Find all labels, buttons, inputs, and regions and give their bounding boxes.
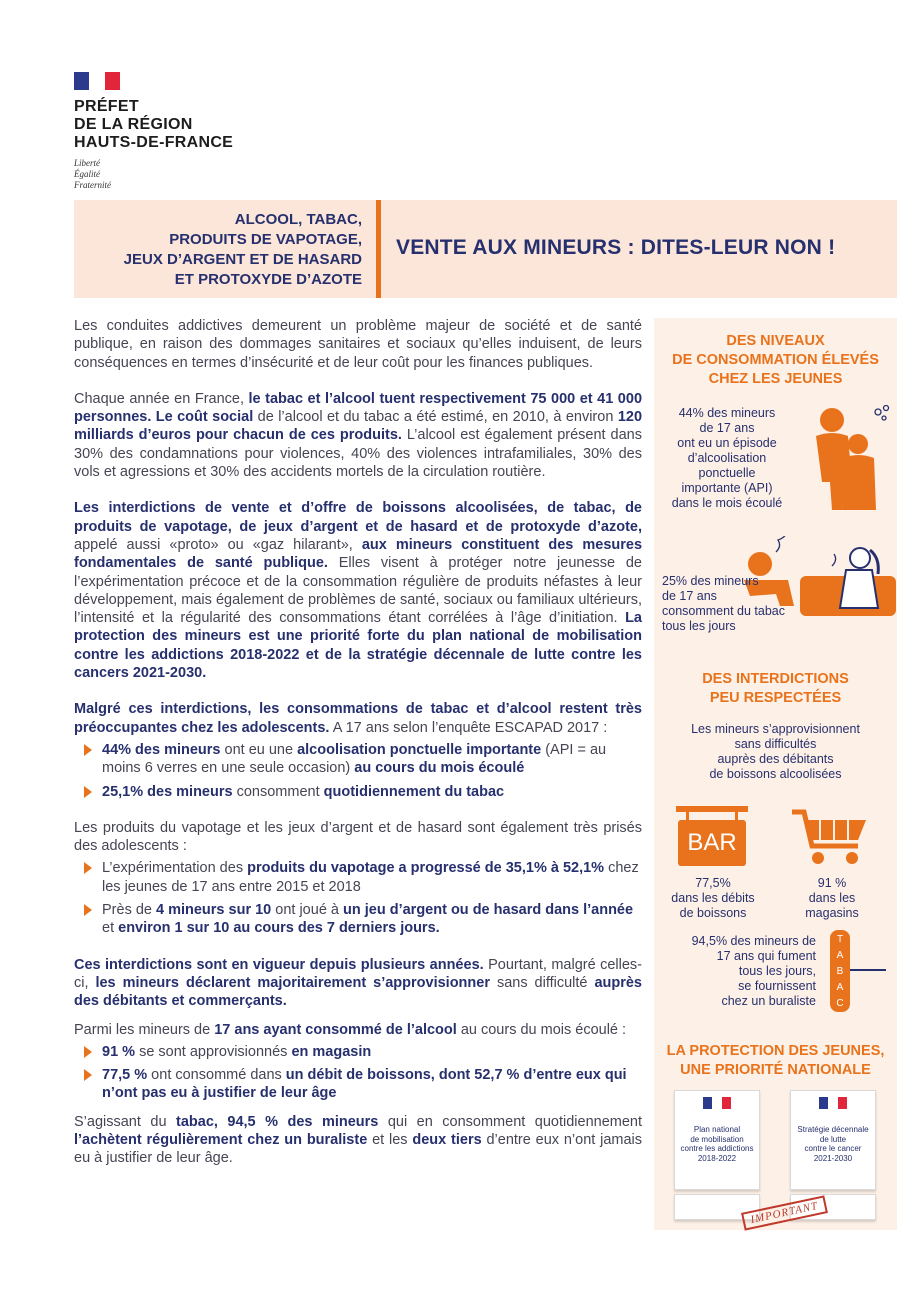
bullet-icon [84,1069,92,1081]
paragraph-interdictions [74,499,642,682]
title-line: UNE PRIORITÉ NATIONALE [680,1062,871,1078]
bullet-icon [84,1046,92,1058]
bold-segment: Malgré ces interdictions, les consommations de tabac et d’alcool restent très préoccupantes chez les adolescents. [74,701,642,736]
bold-segment: les mineurs déclarent majoritairement s’approvisionner [95,974,490,991]
bold-segment: 120 milliards d’euros pour chacun de ces produits. [74,409,643,444]
text-segment: L’alcool est également présent dans 30% des condamnations pour violences, 40% des violences intrafamiliales, 30% des vols et agressions et 30% des accidents mortels de la circulation routière. [74,427,642,481]
title-line: CHEZ LES JEUNES [708,371,843,387]
supply-line: auprès des débitants [717,752,834,766]
banner-topics [74,210,362,290]
logo-line: DE LA RÉGION [74,116,193,133]
stat-line: de 17 ans [699,421,755,435]
devise-line: Égalité [74,169,100,179]
text-segment: sans difficulté [489,974,595,991]
paragraph-consumption [74,700,642,737]
list-item [74,783,642,801]
text-segment: Près de [102,902,156,919]
title-banner [74,200,897,298]
list-item [74,1043,642,1061]
bold-segment: 44% des mineurs [102,741,221,758]
intro-paragraph: Les conduites addictives demeurent un problème majeur de société et de santé publique, en raison des dommages sanitaires et sociaux qu’elles induisent, de leurs conséquences en termes d’insécurité et de leur coût pour les finances publiques. [74,318,642,371]
card-text [677,1125,757,1163]
stat-line: 77,5% [695,876,731,890]
text-segment: au cours du mois écoulé : [456,1021,627,1038]
page-title: VENTE AUX MINEURS : DITES-LEUR NON ! [396,236,836,259]
stat-line: 91 % [817,876,847,890]
section-title-interdictions [654,670,897,708]
paragraph-vapotage: Les produits du vapotage et les jeux d’argent et de hasard sont également très prisés des adolescents : [74,819,642,855]
stat-line: ont eu un épisode [677,436,777,450]
stat-line: d’alcoolisation [687,451,767,465]
important-stamp: IMPORTANT [741,1195,828,1230]
stat-line: chez un buraliste [721,994,816,1008]
text-segment: S’agissant du [74,1113,176,1130]
list-item [74,741,642,778]
bold-segment: en magasin [291,1043,372,1060]
stat-line: ponctuelle [698,466,756,480]
stat-buraliste [662,934,816,1009]
devise [74,158,233,191]
paragraph-mortality [74,390,642,481]
tabac-letter: B [836,966,844,977]
stat-line: dans le mois écoulé [671,496,783,510]
text-segment: chez les jeunes de 17 ans entre 2015 et 2018 [102,860,639,895]
text-segment: Pourtant, malgré celles-ci, [74,956,642,991]
drinking-people-icon [802,402,892,512]
plan-addictions-card [674,1090,760,1190]
supply-line: sans difficultés [734,737,817,751]
card-line: contre les addictions [680,1144,754,1153]
infographic-sidebar [654,318,897,1230]
stat-line: 44% des mineurs [678,406,776,420]
bold-segment: 4 mineurs sur 10 [156,902,272,919]
stat-line: de 17 ans [662,589,717,603]
bold-segment: auprès des débitants et commerçants. [74,974,642,1010]
text-segment: ont joué à [271,902,343,919]
text-segment: A 17 ans selon l’enquête ESCAPAD 2017 : [329,719,608,736]
card-line: 2018-2022 [697,1153,737,1163]
paragraph-tabac [74,1113,642,1168]
stat-line: tous les jours, [738,964,816,978]
text-segment: et les [367,1131,413,1148]
logo-line: HAUTS-DE-FRANCE [74,134,234,151]
title-line: PEU RESPECTÉES [709,690,842,706]
topic-line: ET PROTOXYDE D’AZOTE [174,271,362,288]
bold-segment: Les interdictions de vente et d’offre de boissons alcoolisées, de tabac, de produits de vapotage, de jeux d’argent et de hasard et de protoxyde d’azote, [74,500,642,535]
stat-line: consomment du tabac [662,604,785,618]
card-line: 2021-2030 [813,1153,853,1163]
bold-segment: un débit de boissons, dont 52,7 % d’entre eux qui n’ont pas eu à justifier de leur âge [102,1067,627,1102]
title-line: DES NIVEAUX [726,333,825,349]
text-segment: ont consommé dans [147,1067,286,1084]
list-item [74,1066,642,1103]
list-item [74,901,642,938]
text-segment: Chaque année en France, [74,390,249,407]
bar-sign-label: BAR [678,820,746,866]
topic-line: ALCOOL, TABAC, [234,211,362,228]
bold-segment: un jeu d’argent ou de hasard dans l’année [343,902,634,919]
supply-line: de boissons alcoolisées [709,767,842,781]
paragraph-alcool-17 [74,1021,642,1039]
text-segment: Parmi les mineurs de [74,1021,215,1038]
stat-line: 94,5% des mineurs de [691,934,816,948]
card-line: Stratégie décennale [797,1125,869,1134]
bold-segment: Ces interdictions sont en vigueur depuis plusieurs années. [74,956,484,973]
devise-line: Fraternité [74,180,111,190]
card-text [793,1125,873,1163]
strategie-cancer-card [790,1090,876,1190]
bar-sign-icon [676,806,748,866]
bullet-icon [84,862,92,874]
stat-api [658,406,796,511]
text-segment: de l’alcool et du tabac a été estimé, en 2010, à environ [253,409,618,426]
bold-segment: le tabac et l’alcool tuent respectivement 75 000 et 41 000 personnes. Le coût social [74,390,643,426]
list-item [74,859,642,896]
logo-text [74,98,233,152]
stat-line: magasins [805,906,859,920]
card-line: Plan national [693,1125,741,1134]
bold-segment: quotidiennement du tabac [323,783,505,800]
text-segment: d’entre eux n’ont jamais eu à justifier de leur âge. [74,1131,643,1167]
french-flag-icon [703,1097,731,1109]
tabac-letter: A [836,982,844,993]
prefet-logo [74,72,233,191]
card-line: de lutte [819,1134,847,1144]
stat-tabac-daily [662,574,822,634]
shopping-cart-icon [790,806,870,870]
text-segment: consomment [232,783,324,800]
stat-line: de boissons [679,906,747,920]
supply-text [654,722,897,782]
bold-segment: l’achètent régulièrement chez un buraliste [74,1131,368,1148]
list-vapotage [74,859,642,937]
main-text [74,317,642,1186]
list-alcool [74,1043,642,1103]
french-flag-icon [74,72,120,90]
paragraph-vigueur [74,956,642,1011]
card-line: contre le cancer [804,1144,862,1153]
french-flag-icon [819,1097,847,1109]
tabac-sign-bracket [850,969,886,971]
bullet-icon [84,904,92,916]
bold-segment: environ 1 sur 10 au cours des 7 derniers jours. [118,920,440,937]
bold-segment: aux mineurs constituent des mesures fondamentales de santé publique. [74,536,643,572]
bold-segment: tabac, 94,5 % des mineurs [176,1113,379,1130]
stat-line: importante (API) [681,481,773,495]
text-segment: qui en consomment quotidiennement [378,1113,642,1130]
tabac-letter: C [836,998,844,1009]
text-segment: ont eu une [220,741,298,758]
bold-segment: alcoolisation ponctuelle importante [297,741,542,758]
stat-line: 25% des mineurs [662,574,759,588]
section-title-consumption [654,332,897,389]
topic-line: PRODUITS DE VAPOTAGE, [169,231,362,248]
plan-documents [670,1090,882,1224]
bullet-icon [84,786,92,798]
text-segment: et [102,920,119,937]
title-line: DE CONSOMMATION ÉLEVÉS [672,352,879,368]
card-line: de mobilisation [690,1134,744,1144]
stat-line: dans les [808,891,856,905]
text-segment: se sont approvisionnés [135,1043,292,1060]
stat-line: se fournissent [738,979,816,993]
text-segment: Elles visent à protéger notre jeunesse de l’expérimentation précoce et de la consommation régulière de produits néfastes à leur développement, mais également de problèmes de santé, sociaux ou familiaux ultérieurs, l’intensité et la régularité des consommations étant corrélées à l’âge d’initiation. [74,555,642,627]
topic-line: JEUX D’ARGENT ET DE HASARD [123,251,362,268]
list-consumption [74,741,642,801]
bold-segment: 77,5 % [102,1067,148,1084]
stat-line: tous les jours [662,619,736,633]
bold-segment: 17 ans ayant consommé de l’alcool [214,1021,457,1038]
text-segment: appelé aussi «proto» ou «gaz hilarant», [74,536,362,553]
bullet-icon [84,744,92,756]
logo-line: PRÉFET [74,98,139,115]
bold-segment: 91 % [102,1043,136,1060]
tabac-sign-icon [830,930,850,1012]
stat-shop [784,876,880,921]
bold-segment: 25,1% des mineurs [102,783,233,800]
supply-line: Les mineurs s’approvisionnent [691,722,860,736]
title-line: LA PROTECTION DES JEUNES, [666,1043,885,1059]
bold-segment: au cours du mois écoulé [354,760,525,777]
bold-segment: La protection des mineurs est une priorité forte du plan national de mobilisation contre les addictions 2018-2022 et de la stratégie décennale de lutte contre les cancers 2021-2030. [74,610,642,682]
title-line: DES INTERDICTIONS [702,671,849,687]
text-segment: (API = au moins 6 verres en une seule occasion) [102,741,607,777]
stat-line: dans les débits [671,891,755,905]
banner-divider [376,200,381,298]
stat-bar [658,876,768,921]
stat-line: 17 ans qui fument [716,949,816,963]
text-segment: L’expérimentation des [102,860,248,877]
bold-segment: produits du vapotage a progressé de 35,1% à 52,1% [247,860,605,877]
tabac-letter: A [836,950,844,961]
bold-segment: deux tiers [412,1131,482,1148]
tabac-letter: T [836,934,844,945]
section-title-protection [654,1042,897,1080]
devise-line: Liberté [74,158,100,168]
